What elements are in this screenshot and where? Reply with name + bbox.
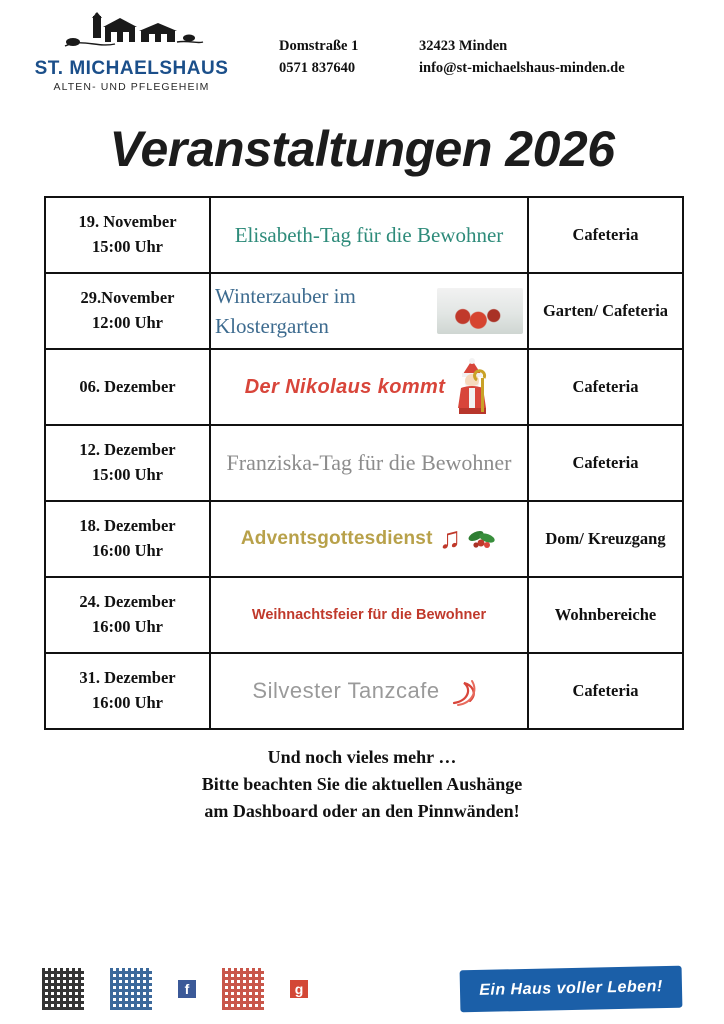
holly-berry-icon [467, 526, 497, 552]
events-table [44, 196, 684, 730]
event-title: Der Nikolaus kommt [244, 375, 446, 398]
event-title: Silvester Tanzcafe [252, 678, 440, 703]
qr-code-website-icon[interactable] [42, 968, 84, 1010]
event-title-cell [210, 349, 528, 425]
logo-name: ST. MICHAELSHAUS [34, 58, 229, 79]
page-header [0, 0, 724, 96]
event-date-cell [45, 349, 210, 425]
winter-berries-photo [437, 288, 523, 334]
event-date: 19. November [78, 212, 177, 232]
events-table-wrapper [0, 196, 724, 730]
contact-street: Domstraße 1 [279, 38, 359, 54]
table-row [45, 501, 683, 577]
event-place: Cafeteria [528, 349, 683, 425]
event-title: Franziska-Tag für die Bewohner [226, 450, 512, 476]
footer-bar [0, 968, 724, 1010]
event-date: 29.November [80, 288, 175, 308]
table-row [45, 577, 683, 653]
event-time: 16:00 Uhr [91, 617, 164, 636]
event-date-cell [45, 501, 210, 577]
footnote-line-2: Bitte beachten Sie die aktuellen Aushänge [201, 774, 523, 794]
event-place: Dom/ Kreuzgang [528, 501, 683, 577]
qr-code-group [42, 968, 308, 1010]
event-date-cell [45, 425, 210, 501]
event-date-cell [45, 653, 210, 729]
google-plus-icon[interactable]: g [290, 980, 308, 998]
event-date-cell [45, 577, 210, 653]
contact-info [279, 10, 625, 80]
footnote [0, 744, 724, 825]
event-time: 15:00 Uhr [91, 465, 164, 484]
table-row [45, 349, 683, 425]
event-time: 12:00 Uhr [91, 313, 164, 332]
event-title: Adventsgottesdienst [240, 528, 433, 549]
slogan-badge: Ein Haus voller Leben! [460, 966, 683, 1013]
facebook-icon[interactable]: f [178, 980, 196, 998]
event-date: 12. Dezember [79, 440, 176, 460]
contact-city: 32423 Minden [419, 38, 508, 54]
confetti-swirl-icon [446, 671, 486, 711]
event-time: 16:00 Uhr [91, 541, 164, 560]
event-place: Cafeteria [528, 197, 683, 273]
event-title-cell [210, 197, 528, 273]
table-row [45, 197, 683, 273]
event-place: Cafeteria [528, 653, 683, 729]
santa-claus-icon [451, 358, 493, 416]
contact-email[interactable]: info@st-michaelshaus-minden.de [419, 59, 625, 76]
event-title-cell [210, 577, 528, 653]
event-place: Wohnbereiche [528, 577, 683, 653]
event-date: 31. Dezember [79, 668, 176, 688]
event-title-cell [210, 501, 528, 577]
event-time: 16:00 Uhr [91, 693, 164, 712]
table-row [45, 425, 683, 501]
event-date: 18. Dezember [79, 516, 176, 536]
music-note-icon: ♫ [438, 522, 462, 555]
qr-code-facebook-icon[interactable] [110, 968, 152, 1010]
church-building-icon [24, 12, 239, 56]
event-title: Weihnachtsfeier für die Bewohner [251, 607, 487, 623]
event-date-cell [45, 273, 210, 349]
event-date: 24. Dezember [79, 592, 176, 612]
event-time: 15:00 Uhr [91, 237, 164, 256]
logo-subtitle: ALTEN- UND PFLEGEHEIM [53, 81, 210, 93]
table-row [45, 653, 683, 729]
qr-code-googleplus-icon[interactable] [222, 968, 264, 1010]
table-row [45, 273, 683, 349]
logo-block [24, 10, 239, 93]
contact-phone: 0571 837640 [279, 59, 356, 76]
event-place: Cafeteria [528, 425, 683, 501]
page-title: Veranstaltungen 2026 [109, 121, 615, 177]
event-place: Garten/ Cafeteria [528, 273, 683, 349]
footnote-line-1: Und noch vieles mehr … [267, 747, 457, 767]
event-title: Elisabeth-Tag für die Bewohner [234, 222, 504, 247]
event-title-cell [210, 425, 528, 501]
event-date-cell [45, 197, 210, 273]
event-title-cell [210, 653, 528, 729]
footnote-line-3: am Dashboard oder an den Pinnwänden! [204, 801, 520, 821]
event-title-cell [210, 273, 528, 349]
event-title: Winterzauber im Klostergarten [215, 283, 356, 338]
event-date: 06. Dezember [79, 376, 176, 396]
